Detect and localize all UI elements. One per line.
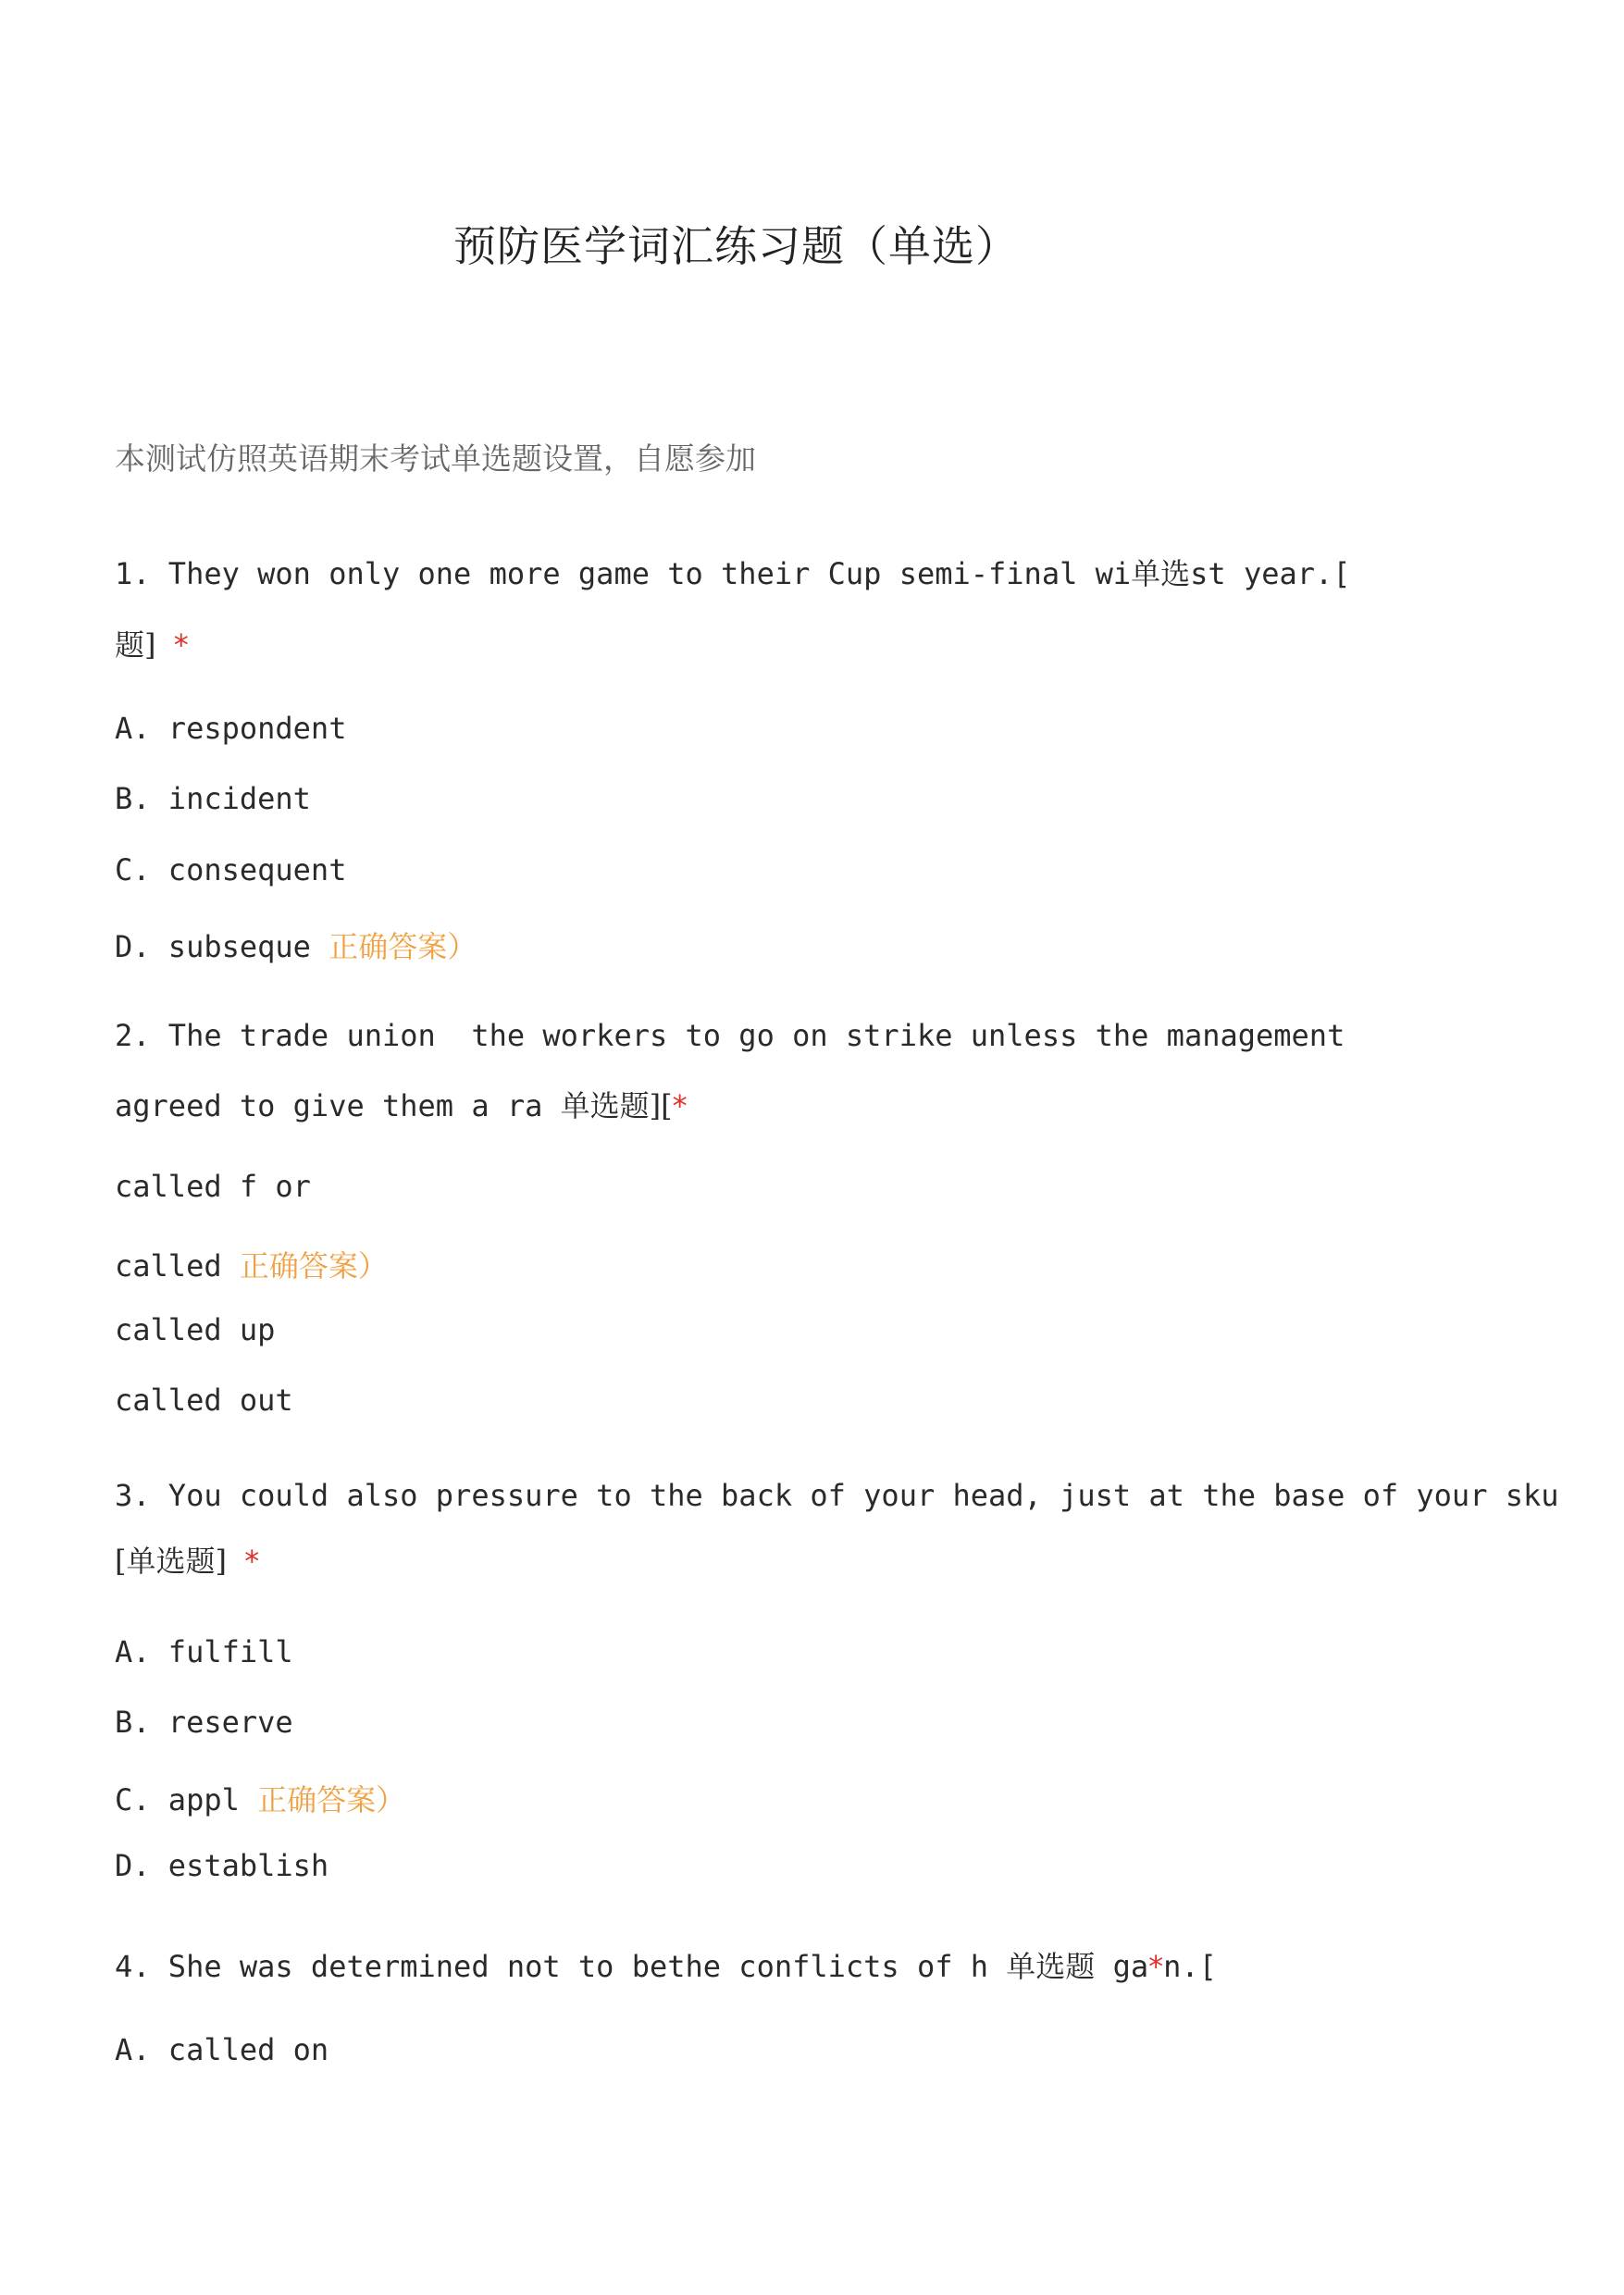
question-1-option-a[interactable]: A. respondent: [115, 711, 347, 746]
question-1-option-b[interactable]: B. incident: [115, 781, 311, 816]
option-text: called: [115, 1248, 222, 1284]
question-2-option-4[interactable]: called out: [115, 1383, 293, 1418]
question-1-type: 单选: [1131, 556, 1191, 591]
question-3-option-d[interactable]: D. establish: [115, 1848, 329, 1883]
question-2-option-2[interactable]: [115, 1243, 388, 1285]
question-3-option-b[interactable]: B. reserve: [115, 1705, 293, 1740]
page-title: 预防医学词汇练习题（单选）: [453, 221, 1019, 271]
option-text: D. subseque: [115, 929, 311, 964]
question-2-text: agreed to give them a ra: [115, 1088, 543, 1123]
question-4-option-a[interactable]: A. called on: [115, 2032, 329, 2067]
question-3-option-a[interactable]: A. fulfill: [115, 1634, 293, 1669]
question-2-type: 单选题][: [560, 1088, 673, 1123]
required-star-icon: *: [173, 627, 189, 663]
correct-answer-tag: 正确答案）: [239, 1248, 388, 1284]
question-1-text: 1. They won only one more game to their Cup semi-final wi: [115, 556, 1132, 591]
question-3-option-c[interactable]: [115, 1777, 405, 1819]
question-1-option-c[interactable]: C. consequent: [115, 852, 347, 887]
question-1-type-end: 题]: [115, 627, 156, 663]
question-1-line-1: [115, 551, 1351, 593]
question-4-text: 4. She was determined not to bethe conflicts of h: [115, 1949, 989, 1984]
question-4-ga: ga: [1112, 1949, 1149, 1984]
required-star-icon: *: [1148, 1949, 1164, 1984]
question-2-line-2: [115, 1083, 688, 1125]
question-4-tail: n.[: [1163, 1949, 1217, 1984]
question-4-line-1: [115, 1943, 1217, 1986]
required-star-icon: *: [244, 1544, 260, 1579]
question-3-line-2: [115, 1538, 259, 1581]
question-2-line-1: 2. The trade union the workers to go on strike unless the management: [115, 1018, 1345, 1053]
question-2-option-3[interactable]: called up: [115, 1312, 276, 1347]
option-text: C. appl: [115, 1782, 240, 1817]
intro-text: 本测试仿照英语期末考试单选题设置，自愿参加: [115, 440, 756, 477]
question-2-option-1[interactable]: called f or: [115, 1169, 311, 1204]
question-3-line-1: 3. You could also pressure to the back of your head, just at the base of your sku: [115, 1478, 1559, 1513]
question-1-option-d[interactable]: [115, 924, 477, 966]
question-1-line-2: [115, 622, 189, 664]
question-4-type: 单选题: [1006, 1949, 1096, 1984]
correct-answer-tag: 正确答案）: [329, 929, 477, 964]
question-3-type: [单选题]: [115, 1544, 227, 1579]
question-1-tail: st year.[: [1190, 556, 1351, 591]
correct-answer-tag: 正确答案）: [257, 1782, 406, 1817]
required-star-icon: *: [672, 1088, 688, 1123]
